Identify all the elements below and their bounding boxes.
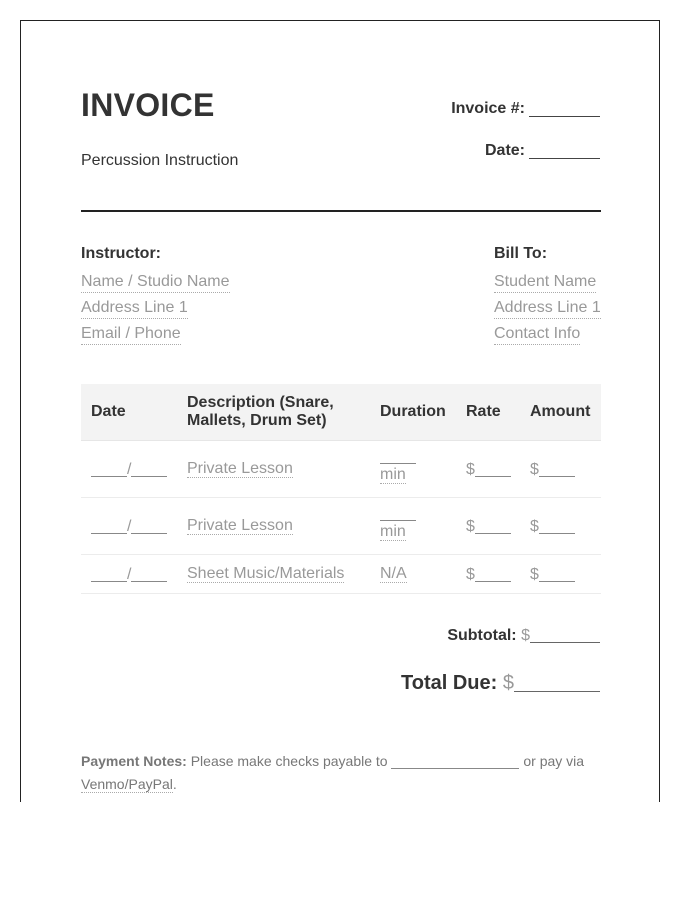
- column-header-rate: Rate: [456, 384, 520, 441]
- payment-notes-text: Please make checks payable to: [190, 753, 388, 769]
- date-label: Date:: [484, 142, 525, 159]
- table-row: [81, 555, 601, 594]
- instructor-address-field[interactable]: Address Line 1: [81, 298, 188, 319]
- payment-notes-text-after: or pay via: [523, 753, 585, 769]
- column-header-description: Description (Snare, Mallets, Drum Set): [177, 384, 370, 441]
- date-cell[interactable]: /: [81, 498, 177, 555]
- total-due-blank[interactable]: [514, 673, 600, 692]
- instructor-name-field[interactable]: Name / Studio Name: [81, 272, 230, 293]
- subtotal-row: [447, 627, 600, 645]
- table-row: [81, 441, 601, 498]
- amount-cell[interactable]: $: [520, 498, 601, 555]
- table-header-row: [81, 384, 601, 441]
- subtotal-label: Subtotal:: [447, 627, 517, 644]
- date-cell[interactable]: /: [81, 555, 177, 594]
- instructor-block: [81, 245, 230, 350]
- rate-cell[interactable]: $: [456, 441, 520, 498]
- bill-to-heading: Bill To:: [494, 245, 548, 262]
- invoice-subtitle: Percussion Instruction: [81, 152, 239, 169]
- amount-cell[interactable]: $: [520, 441, 601, 498]
- subtotal-currency: $: [521, 627, 530, 644]
- date-field[interactable]: [485, 142, 600, 160]
- student-name-field[interactable]: Student Name: [494, 272, 596, 293]
- header-divider: [81, 210, 601, 212]
- description-cell[interactable]: Private Lesson: [177, 498, 370, 555]
- invoice-title: INVOICE: [81, 87, 215, 123]
- rate-cell[interactable]: $: [456, 498, 520, 555]
- line-items-table: [81, 384, 601, 594]
- payment-notes: [81, 750, 611, 796]
- duration-cell[interactable]: N/A: [370, 555, 456, 594]
- rate-cell[interactable]: $: [456, 555, 520, 594]
- date-blank[interactable]: [529, 142, 600, 159]
- duration-cell[interactable]: min: [370, 441, 456, 498]
- description-cell[interactable]: Private Lesson: [177, 441, 370, 498]
- duration-cell[interactable]: min: [370, 498, 456, 555]
- payment-notes-end: .: [172, 776, 177, 792]
- column-header-date: Date: [81, 384, 177, 441]
- description-cell[interactable]: Sheet Music/Materials: [177, 555, 370, 594]
- invoice-page: [20, 20, 660, 802]
- bill-to-block: [494, 245, 601, 350]
- table-row: [81, 498, 601, 555]
- column-header-duration: Duration: [370, 384, 456, 441]
- subtotal-blank[interactable]: [530, 627, 600, 643]
- instructor-heading: Instructor:: [81, 245, 161, 262]
- invoice-number-blank[interactable]: [529, 100, 600, 117]
- payment-method-link[interactable]: Venmo/PayPal: [81, 776, 173, 792]
- payment-notes-label: Payment Notes:: [81, 753, 187, 769]
- instructor-contact-field[interactable]: Email / Phone: [81, 324, 181, 345]
- invoice-number-field[interactable]: [451, 100, 600, 118]
- payee-blank[interactable]: [391, 754, 519, 769]
- total-currency: $: [502, 672, 514, 694]
- student-contact-field[interactable]: Contact Info: [494, 324, 580, 345]
- invoice-number-label: Invoice #:: [451, 100, 525, 117]
- amount-cell[interactable]: $: [520, 555, 601, 594]
- total-due-label: Total Due:: [401, 672, 498, 694]
- total-due-row: [401, 672, 600, 695]
- date-cell[interactable]: /: [81, 441, 177, 498]
- column-header-amount: Amount: [520, 384, 601, 441]
- student-address-field[interactable]: Address Line 1: [494, 298, 601, 319]
